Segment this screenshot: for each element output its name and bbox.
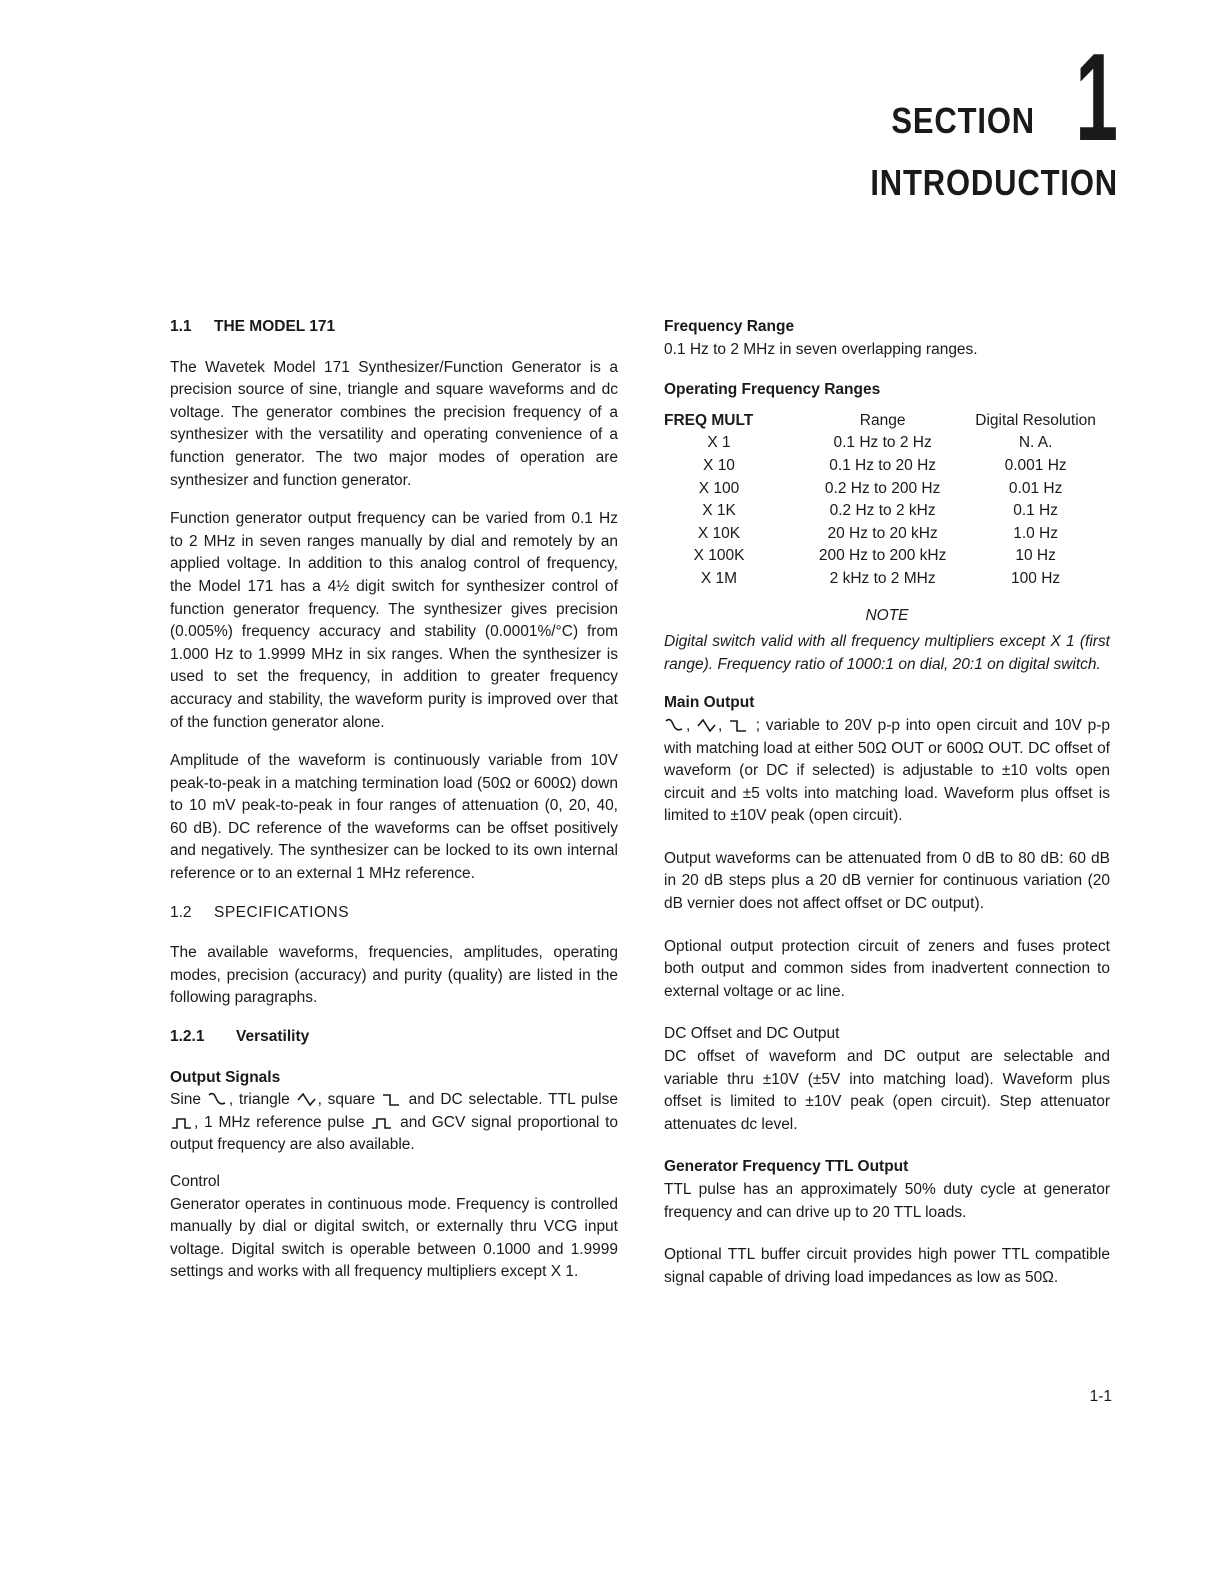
table-row: X 10 0.1 Hz to 20 Hz 0.001 Hz xyxy=(703,456,1067,474)
reference-pulse-icon xyxy=(370,1116,394,1130)
section-header xyxy=(830,29,1118,204)
main-output-title: Main Output xyxy=(664,694,755,712)
square-wave-icon xyxy=(728,718,750,734)
output-signals-title: Output Signals xyxy=(170,1068,281,1086)
right-column xyxy=(664,316,1110,1305)
table-row: X 1M 2 kHz to 2 MHz 100 Hz xyxy=(700,569,1061,587)
paragraph: The Wavetek Model 171 Synthesizer/Function Generator is a precision source of sine, triangle and square waveforms and dc voltage. The generator combines the precision frequency of a synthesizer with the versatility and operating convenience of a function generator. The two major modes of operation are synthesizer and function generator. xyxy=(170,358,618,489)
table-header: Digital Resolution xyxy=(975,411,1096,429)
generator-ttl-text: TTL pulse has an approximately 50% duty cycle at generator frequency and can drive up to 20 TTL loads. xyxy=(664,1181,1110,1221)
paragraph: Output waveforms can be attenuated from 0 dB to 80 dB: 60 dB in 20 dB steps plus a 20 dB vernier for continuous variation (20 dB vernier does not affect offset or DC output). xyxy=(664,849,1110,913)
paragraph: Function generator output frequency can be varied from 0.1 Hz to 2 MHz in seven ranges manually by dial and remotely by an applied voltage. In addition to this analog control of frequency, the Model 171 has a 4½ digit switch for synthesizer control of function generator frequency. The synthesizer gives precision (0.005%) frequency accuracy and stability (0.0001%/°C) from 1.000 Hz to 1.9999 MHz in six ranges. When the synthesizer is used to set the frequency, in addition to greater frequency accuracy and stability, the waveform purity is improved over that of the function generator alone. xyxy=(170,510,618,731)
frequency-ranges-table xyxy=(664,410,1110,591)
frequency-range-text: 0.1 Hz to 2 MHz in seven overlapping ranges. xyxy=(664,340,978,358)
square-wave-icon xyxy=(381,1092,403,1108)
page-number: 1-1 xyxy=(1089,1388,1112,1405)
triangle-wave-icon xyxy=(696,718,718,734)
sine-wave-icon xyxy=(664,718,686,734)
table-row: X 100K 200 Hz to 200 kHz 10 Hz xyxy=(693,547,1056,565)
pulse-icon xyxy=(170,1116,194,1130)
paragraph: Optional TTL buffer circuit provides high power TTL compatible signal capable of driving load impedances as low as 50Ω. xyxy=(664,1246,1110,1286)
left-column xyxy=(170,316,618,1300)
paragraph: Optional output protection circuit of zeners and fuses protect both output and common sides from inadvertent connection to external voltage or ac line. xyxy=(664,937,1110,1000)
heading-1-2: 1.2 SPECIFICATIONS xyxy=(170,903,350,921)
table-header: FREQ MULT xyxy=(664,411,754,429)
frequency-range-title: Frequency Range xyxy=(664,318,795,335)
operating-ranges-title: Operating Frequency Ranges xyxy=(664,381,881,399)
table-row: X 1 0.1 Hz to 2 Hz N. A. xyxy=(707,434,1053,452)
control-text: Generator operates in continuous mode. Frequency is controlled manually by dial or digital switch, or externally thru VCG input voltage. Digital switch is operable between 0.1000 and 1.9999 settings and works with all frequency multipliers except X 1. xyxy=(170,1195,618,1281)
heading-1-2-1: 1.2.1 Versatility xyxy=(170,1028,310,1046)
heading-1-1: 1.1 THE MODEL 171 xyxy=(170,318,336,335)
note-text: Digital switch valid with all frequency multipliers except X 1 (first range). Frequency ratio of 1000:1 on dial, 20:1 on digital switch. xyxy=(664,633,1110,673)
triangle-wave-icon xyxy=(296,1092,318,1108)
dc-offset-title: DC Offset and DC Output xyxy=(664,1025,840,1043)
note-title: NOTE xyxy=(865,606,909,624)
dc-offset-text: DC offset of waveform and DC output are selectable and variable thru ±10V (±5V into matching load). Waveform plus offset is limited to ±10V peak (open circuit). Step attenuator attenuates dc level. xyxy=(664,1048,1110,1133)
section-word: SECTION xyxy=(891,99,1036,141)
paragraph: The available waveforms, frequencies, amplitudes, operating modes, precision (accuracy) and purity (quality) are listed in the following paragraphs. xyxy=(170,944,618,1007)
table-row: X 1K 0.2 Hz to 2 kHz 0.1 Hz xyxy=(702,502,1059,520)
control-title: Control xyxy=(170,1173,220,1190)
sine-wave-icon xyxy=(207,1092,229,1108)
output-signals-text: Sine , triangle , square and DC selectable. TTL pulse , 1 MHz reference pulse and GCV signal proportional to output frequency are also available. xyxy=(170,1091,619,1154)
section-number: 1 xyxy=(1075,29,1118,167)
table-header-row xyxy=(664,410,1110,433)
table-row: X 100 0.2 Hz to 200 Hz 0.01 Hz xyxy=(698,479,1063,497)
main-output-text: , , ; variable to 20V p-p into open circuit and 10V p-p with matching load at either 50Ω OUT or 600Ω OUT. DC offset of waveform (or DC if selected) is adjustable to ±10 volts open circuit and ±5 volts into matching load. Waveform plus offset is limited to ±10V peak (open circuit). xyxy=(664,716,1110,825)
section-title: INTRODUCTION xyxy=(870,161,1118,203)
paragraph: Amplitude of the waveform is continuously variable from 10V peak-to-peak in a matching termination load (50Ω or 600Ω) down to 10 mV peak-to-peak in four ranges of attenuation (0, 20, 40, 60 dB). DC reference of the waveforms can be offset positively and negatively. The synthesizer can be locked to its own internal reference or to an external 1 MHz reference. xyxy=(170,752,618,883)
generator-ttl-title: Generator Frequency TTL Output xyxy=(664,1158,909,1176)
table-header: Range xyxy=(859,411,906,429)
table-row: X 10K 20 Hz to 20 kHz 1.0 Hz xyxy=(697,524,1059,542)
